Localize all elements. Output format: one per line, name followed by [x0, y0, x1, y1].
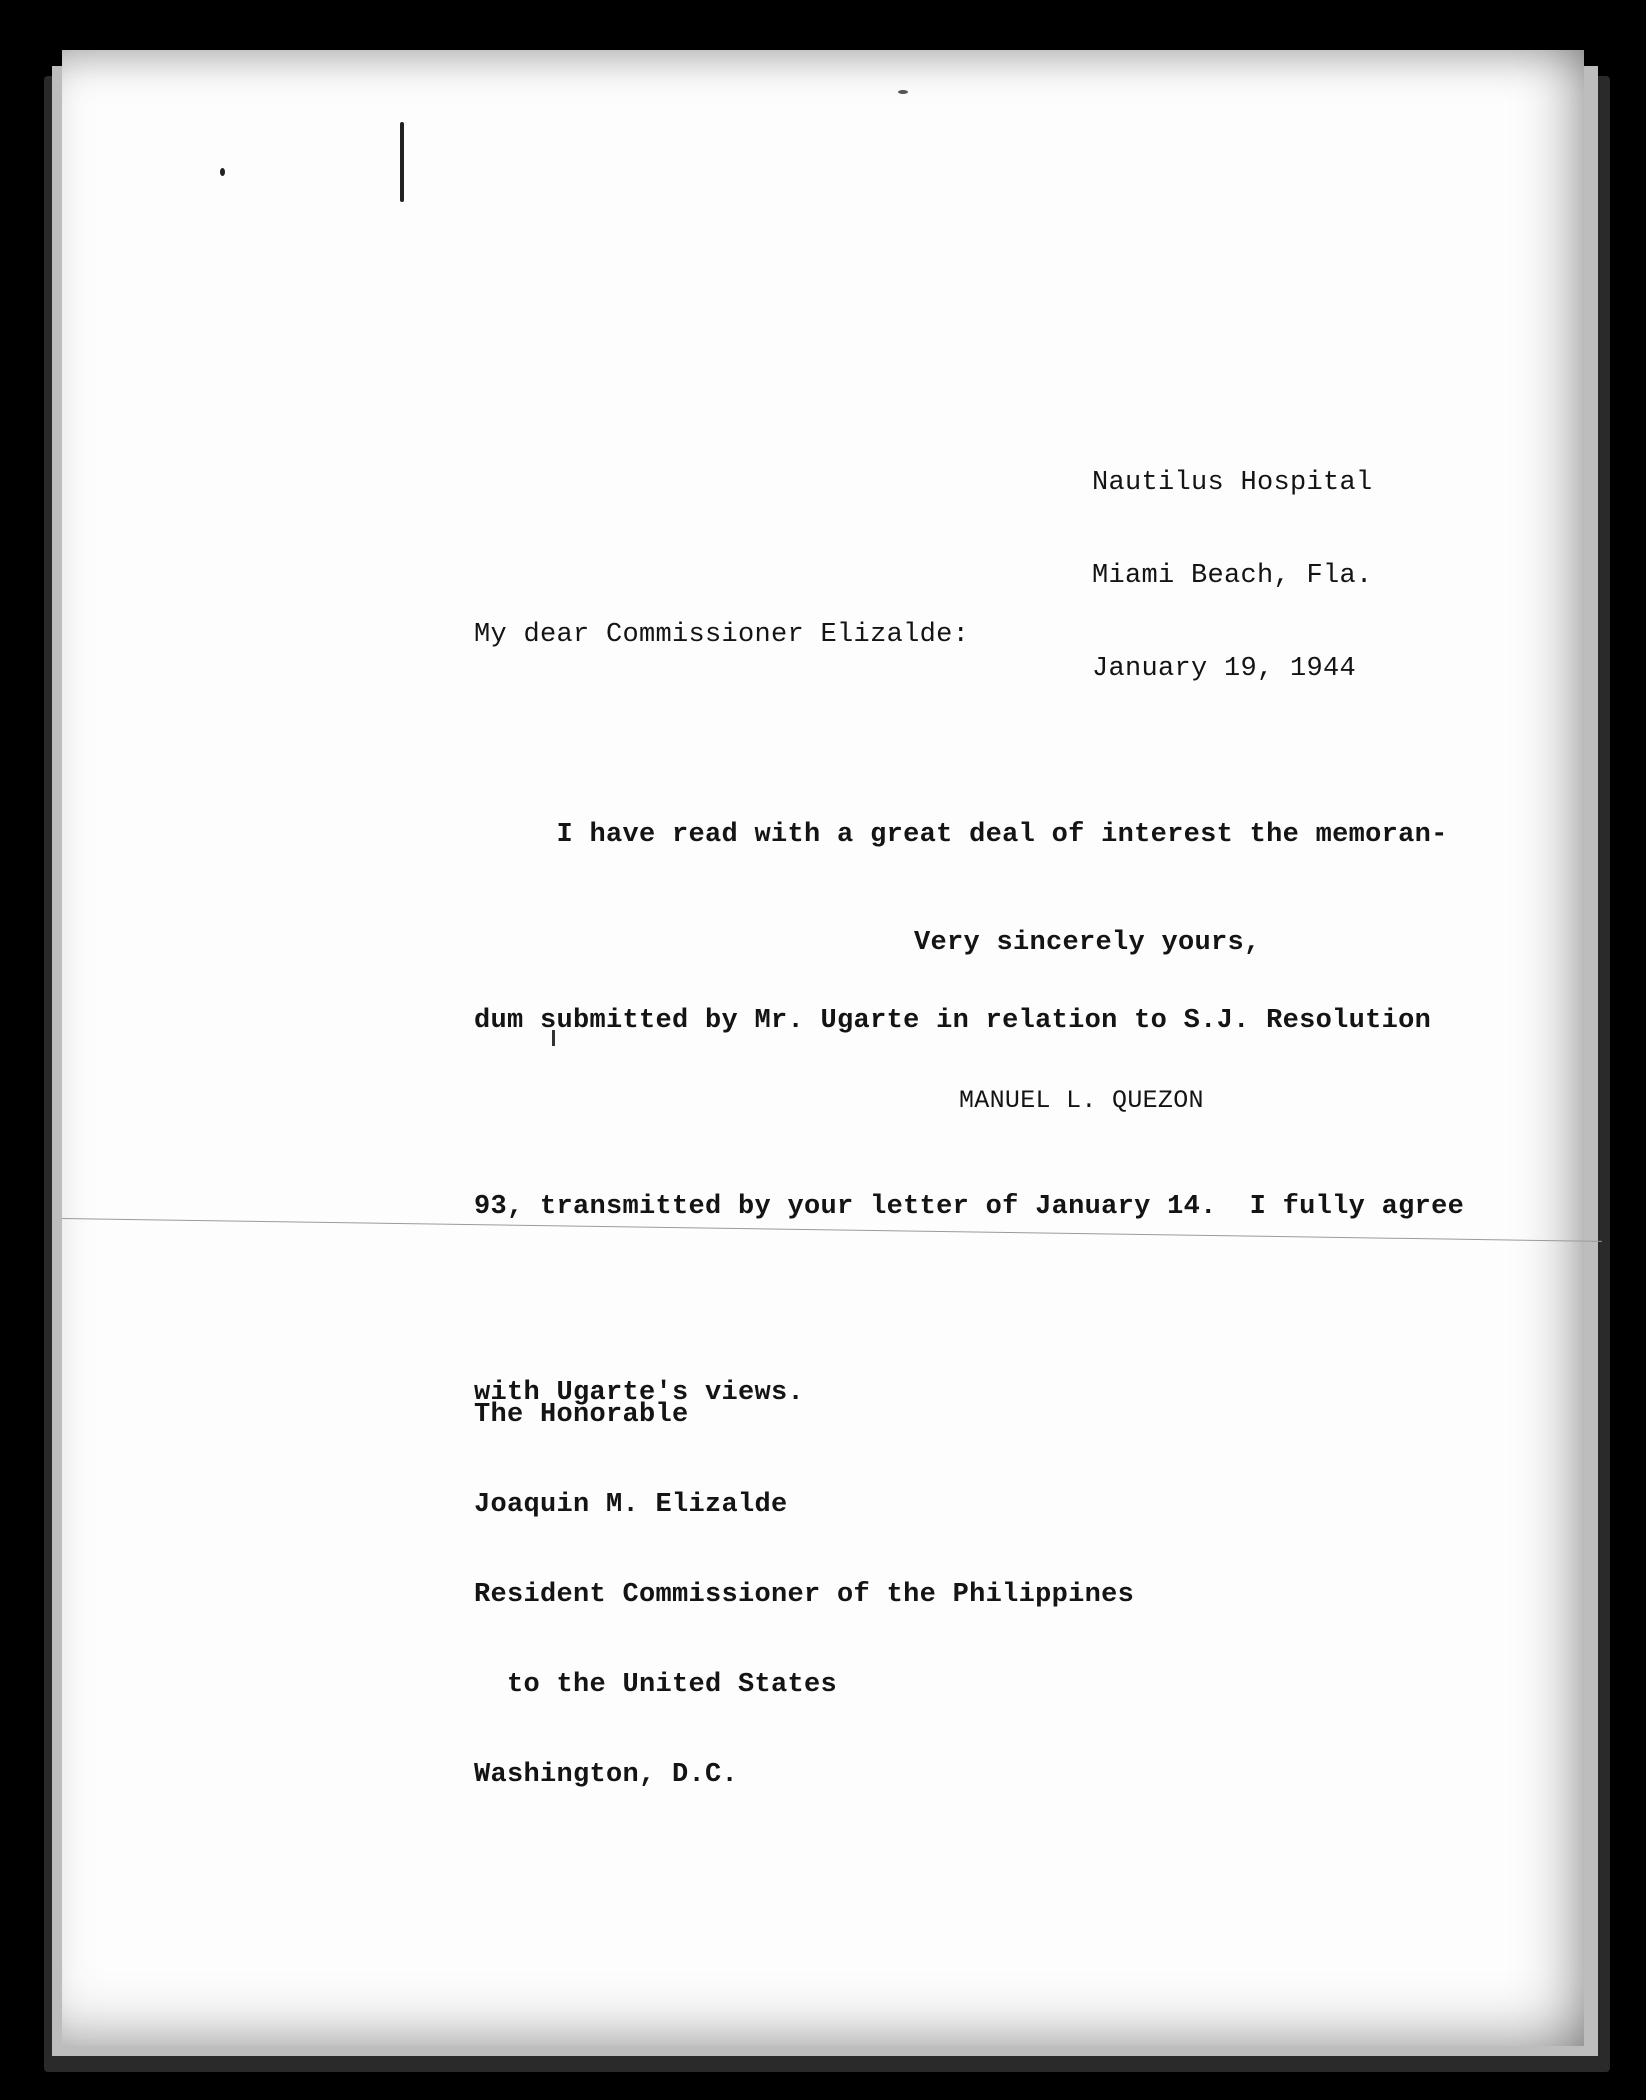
recipient-line: The Honorable — [474, 1400, 689, 1430]
salutation: My dear Commissioner Elizalde: — [474, 620, 970, 650]
recipient-address — [474, 1340, 1134, 1850]
letter-page — [62, 50, 1584, 2046]
pencil-mark — [400, 122, 404, 202]
closing: Very sincerely yours, — [914, 928, 1261, 958]
recipient-line: to the United States — [474, 1670, 838, 1700]
body-line: I have read with a great deal of interest the memoran- — [474, 820, 1448, 850]
speck-mark — [898, 90, 908, 94]
letter-date: January 19, 1944 — [1092, 654, 1357, 684]
body-line: dum submitted by Mr. Ugarte in relation to S.J. Resolution — [474, 1006, 1432, 1036]
speck-mark — [220, 168, 225, 176]
body-line: 93, transmitted by your letter of January 14. I fully agree — [474, 1192, 1465, 1222]
return-address-line: Nautilus Hospital — [1092, 468, 1373, 498]
body-line: with Ugarte's views. — [474, 1378, 805, 1408]
recipient-line: Washington, D.C. — [474, 1760, 739, 1790]
recipient-line: Resident Commissioner of the Philippines — [474, 1580, 1135, 1610]
return-address-line: Miami Beach, Fla. — [1092, 561, 1373, 591]
signature: MANUEL L. QUEZON — [959, 1086, 1204, 1115]
recipient-line: Joaquin M. Elizalde — [474, 1490, 788, 1520]
